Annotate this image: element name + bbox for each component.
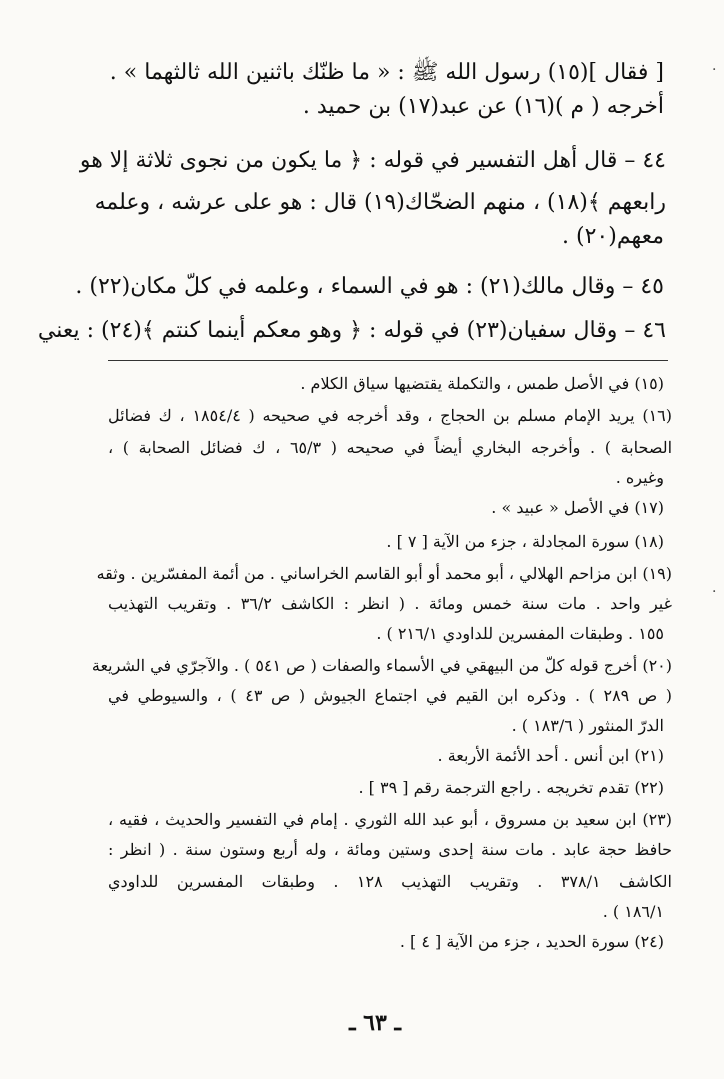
footnote-23-line-3: الكاشف ٣٧٨/١ . وتقريب التهذيب ١٢٨ . وطبقات المفسرين للداودي	[108, 872, 673, 891]
footnote-22: (٢٢) تقدم تخريجه . راجع الترجمة رقم [ ٣٩ ] .	[358, 778, 664, 797]
body-line-5: معهم(٢٠) .	[562, 224, 664, 249]
footnote-17: (١٧) في الأصل « عبيد » .	[491, 498, 664, 517]
body-line-4: رابعهم ﴾(١٨) ، منهم الضحّاك(١٩) قال : هو على عرشه ، وعلمه	[94, 190, 666, 215]
footnote-23-line-1: (٢٣) ابن سعيد بن مسروق ، أبو عبد الله الثوري . إمام في التفسير والحديث ، فقيه ،	[108, 810, 672, 829]
body-line-1: [ فقال ](١٥) رسول الله ﷺ : « ما ظنّك باثنين الله ثالثهما » .	[109, 60, 664, 85]
body-line-7: ٤٦ – وقال سفيان(٢٣) في قوله : ﴿ وهو معكم أينما كنتم ﴾(٢٤) : يعني	[37, 318, 666, 343]
footnote-20-line-1: (٢٠) أخرج قوله كلّ من البيهقي في الأسماء والصفات ( ص ٥٤١ ) . والآجرّي في الشريعة	[91, 656, 672, 675]
body-line-6: ٤٥ – وقال مالك(٢١) : هو في السماء ، وعلمه في كلّ مكان(٢٢) .	[75, 274, 664, 299]
margin-mark: ·	[712, 62, 717, 78]
footnote-19-line-2: غير واحد . مات سنة خمس ومائة . ( انظر : الكاشف ٣٦/٢ . وتقريب التهذيب	[108, 594, 673, 613]
footnote-23-line-2: حافظ حجة عابد . مات سنة إحدى وستين ومائة ، وله أربع وستون سنة . ( انظر :	[108, 840, 672, 859]
footnote-16-line-2: الصحابة ) . وأخرجه البخاري أيضاً في صحيحه ( ٦٥/٣ ، ك فضائل الصحابة ) ،	[108, 438, 673, 457]
footnote-23-line-4: ١٨٦/١ ) .	[602, 902, 664, 921]
footnote-20-line-2: ( ص ٢٨٩ ) . وذكره ابن القيم في اجتماع الجيوش ( ص ٤٣ ) ، والسيوطي في	[108, 686, 673, 705]
footnote-21: (٢١) ابن أنس . أحد الأئمة الأربعة .	[437, 746, 664, 765]
body-line-3: ٤٤ – قال أهل التفسير في قوله : ﴿ ما يكون من نجوى ثلاثة إلا هو	[79, 148, 666, 173]
footnote-24: (٢٤) سورة الحديد ، جزء من الآية [ ٤ ] .	[399, 932, 664, 951]
page-number: ـ ٦٣ ـ	[349, 1010, 401, 1036]
footnote-18: (١٨) سورة المجادلة ، جزء من الآية [ ٧ ] .	[386, 532, 664, 551]
footnote-16-line-3: وغيره .	[615, 468, 664, 487]
margin-mark: ·	[712, 584, 717, 600]
body-line-2: أخرجه ( م )(١٦) عن عبد(١٧) بن حميد .	[302, 94, 664, 119]
footnote-20-line-3: الدرّ المنثور ( ١٨٣/٦ ) .	[511, 716, 664, 735]
footnote-19-line-3: ١٥٥ . وطبقات المفسرين للداودي ٢١٦/١ ) .	[376, 624, 664, 643]
footnote-19-line-1: (١٩) ابن مزاحم الهلالي ، أبو محمد أو أبو القاسم الخراساني . من أئمة المفسّرين . وثقه	[96, 564, 672, 583]
footnote-separator	[108, 360, 668, 361]
footnote-16-line-1: (١٦) يريد الإمام مسلم بن الحجاج ، وقد أخرجه في صحيحه ( ١٨٥٤/٤ ، ك فضائل	[108, 406, 673, 425]
footnote-15: (١٥) في الأصل طمس ، والتكملة يقتضيها سياق الكلام .	[300, 374, 664, 393]
